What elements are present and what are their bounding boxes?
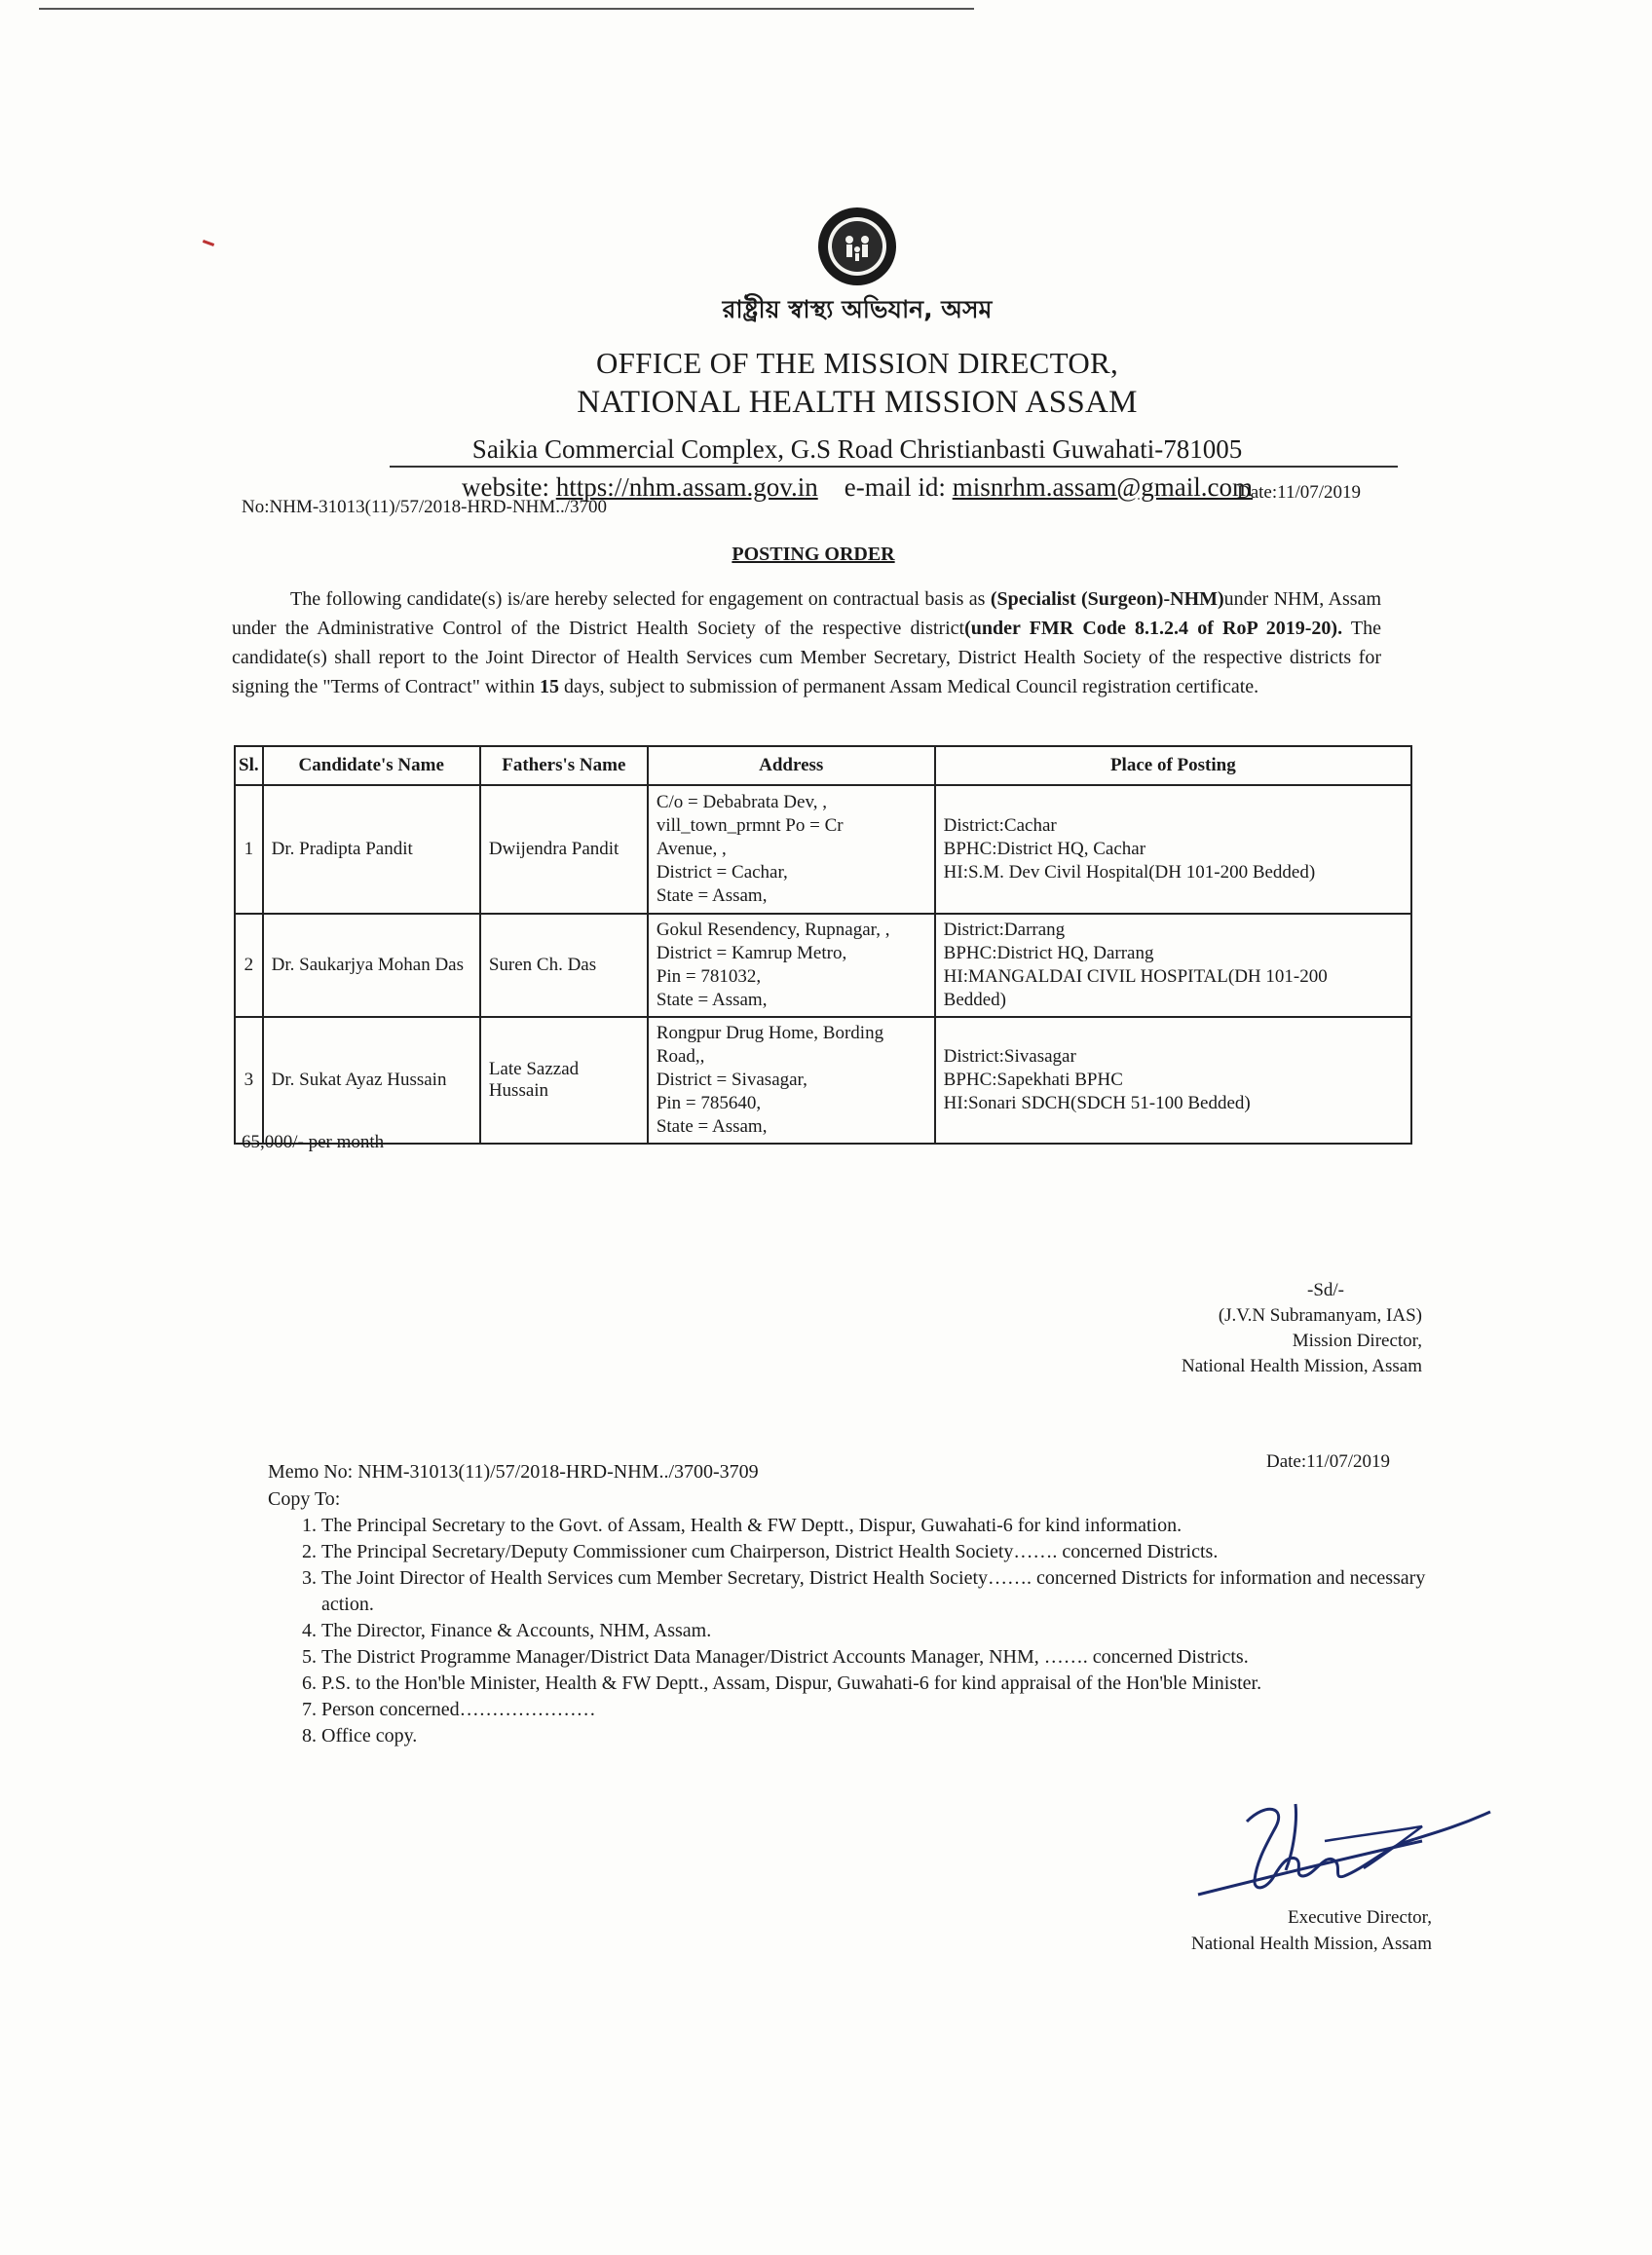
nhm-assam-emblem-icon [815, 205, 899, 288]
cell-address: C/o = Debabrata Dev, , vill_town_prmnt Po = Cr Avenue, , District = Cachar, State = Assam, [648, 785, 935, 914]
list-item: 7. Person concerned………………… [321, 1697, 1437, 1723]
salary-note: 65,000/- per month [242, 1132, 385, 1152]
posting-table [234, 745, 1412, 1145]
cell-father-name: Suren Ch. Das [480, 914, 648, 1017]
order-paragraph: The following candidate(s) is/are hereby selected for engagement on contractual basis as (Specialist (Surgeon)-NHM)under NHM, Assam under the Administrative Control of the District Health Society of the respective district(under FMR Code 8.1.2.4 of RoP 2019-20). The candidate(s) shall report to the Joint Director of Health Services cum Member Secretary, District Health Society of the respective districts for signing the "Terms of Contract" within 15 days, subject to submission of permanent Assam Medical Council registration certificate. [232, 588, 1381, 697]
scan-edge-line [39, 8, 974, 10]
cell-sl: 2 [235, 914, 263, 1017]
table-row [235, 785, 1411, 914]
memo-date: Date:11/07/2019 [1266, 1451, 1390, 1472]
header-sl: Sl. [235, 746, 263, 785]
header-address: Address [648, 746, 935, 785]
table-header-row [235, 746, 1411, 785]
copy-to-label: Copy To: [268, 1488, 341, 1510]
email-label: e-mail id: [844, 472, 946, 502]
list-item: 2. The Principal Secretary/Deputy Commissioner cum Chairperson, District Health Society……. concerned Districts. [321, 1539, 1437, 1565]
letterhead [370, 205, 1344, 503]
cell-candidate-name: Dr. Saukarjya Mohan Das [263, 914, 480, 1017]
list-item: 8. Office copy. [321, 1723, 1437, 1749]
cell-address: Rongpur Drug Home, Bording Road,, District = Sivasagar, Pin = 785640, State = Assam, [648, 1017, 935, 1144]
signatory-name: (J.V.N Subramanyam, IAS) [1218, 1305, 1422, 1326]
website-label: website: [461, 472, 549, 502]
list-item: 1. The Principal Secretary to the Govt. of Assam, Health & FW Deptt., Dispur, Guwahati-6 for kind information. [321, 1513, 1437, 1539]
cell-address: Gokul Resendency, Rupnagar, , District = Kamrup Metro, Pin = 781032, State = Assam, [648, 914, 935, 1017]
header-divider [390, 466, 1398, 468]
cell-father-name: Dwijendra Pandit [480, 785, 648, 914]
cell-place-of-posting: District:Sivasagar BPHC:Sapekhati BPHC HI:Sonari SDCH(SDCH 51-100 Bedded) [935, 1017, 1411, 1144]
email-link[interactable]: misnrhm.assam@gmail.com [952, 472, 1254, 502]
office-address: Saikia Commercial Complex, G.S Road Christianbasti Guwahati-781005 [471, 434, 1243, 464]
signatory-org: National Health Mission, Assam [1182, 1356, 1422, 1376]
order-title: POSTING ORDER [732, 544, 895, 565]
org-line: NATIONAL HEALTH MISSION ASSAM [577, 385, 1138, 420]
table-row [235, 1017, 1411, 1144]
signatory-designation: Mission Director, [1292, 1331, 1422, 1351]
reference-number: No:NHM-31013(11)/57/2018-HRD-NHM../3700 [242, 497, 608, 517]
bengali-title: রাষ্ট্রীয় স্বাস্থ্য অভিযান, অসম [722, 295, 993, 323]
list-item: 5. The District Programme Manager/District Data Manager/District Accounts Manager, NHM, ……. concerned Districts. [321, 1644, 1437, 1671]
list-item: 3. The Joint Director of Health Services cum Member Secretary, District Health Society……. concerned Districts for information and necessary action. [321, 1565, 1437, 1618]
cell-place-of-posting: District:Cachar BPHC:District HQ, Cachar HI:S.M. Dev Civil Hospital(DH 101-200 Bedded) [935, 785, 1411, 914]
table-row [235, 914, 1411, 1017]
signatory-designation: Executive Director, [1287, 1907, 1432, 1928]
handwritten-signature [1179, 1783, 1500, 1909]
cell-father-name: Late Sazzad Hussain [480, 1017, 648, 1144]
cell-sl: 3 [235, 1017, 263, 1144]
cell-place-of-posting: District:Darrang BPHC:District HQ, Darrang HI:MANGALDAI CIVIL HOSPITAL(DH 101-200 Bedded) [935, 914, 1411, 1017]
website-link[interactable]: https://nhm.assam.gov.in [555, 472, 818, 502]
cell-candidate-name: Dr. Pradipta Pandit [263, 785, 480, 914]
signatory-org: National Health Mission, Assam [1191, 1934, 1432, 1954]
list-item: 4. The Director, Finance & Accounts, NHM, Assam. [321, 1618, 1437, 1644]
sd-mark: -Sd/- [1307, 1280, 1344, 1300]
office-line: OFFICE OF THE MISSION DIRECTOR, [595, 346, 1119, 380]
memo-number: Memo No: NHM-31013(11)/57/2018-HRD-NHM../3700-3709 [268, 1461, 759, 1483]
header-candidate-name: Candidate's Name [263, 746, 480, 785]
header-father-name: Fathers's Name [480, 746, 648, 785]
header-place-of-posting: Place of Posting [935, 746, 1411, 785]
scan-mark [203, 240, 214, 246]
order-date: Date:11/07/2019 [1237, 482, 1361, 503]
executive-director-signature-block [1071, 1904, 1432, 1957]
cell-candidate-name: Dr. Sukat Ayaz Hussain [263, 1017, 480, 1144]
copy-to-list [292, 1513, 1437, 1749]
cell-sl: 1 [235, 785, 263, 914]
list-item: 6. P.S. to the Hon'ble Minister, Health & FW Deptt., Assam, Dispur, Guwahati-6 for kind appraisal of the Hon'ble Minister. [321, 1671, 1437, 1697]
mission-director-signature-block [1071, 1278, 1422, 1379]
